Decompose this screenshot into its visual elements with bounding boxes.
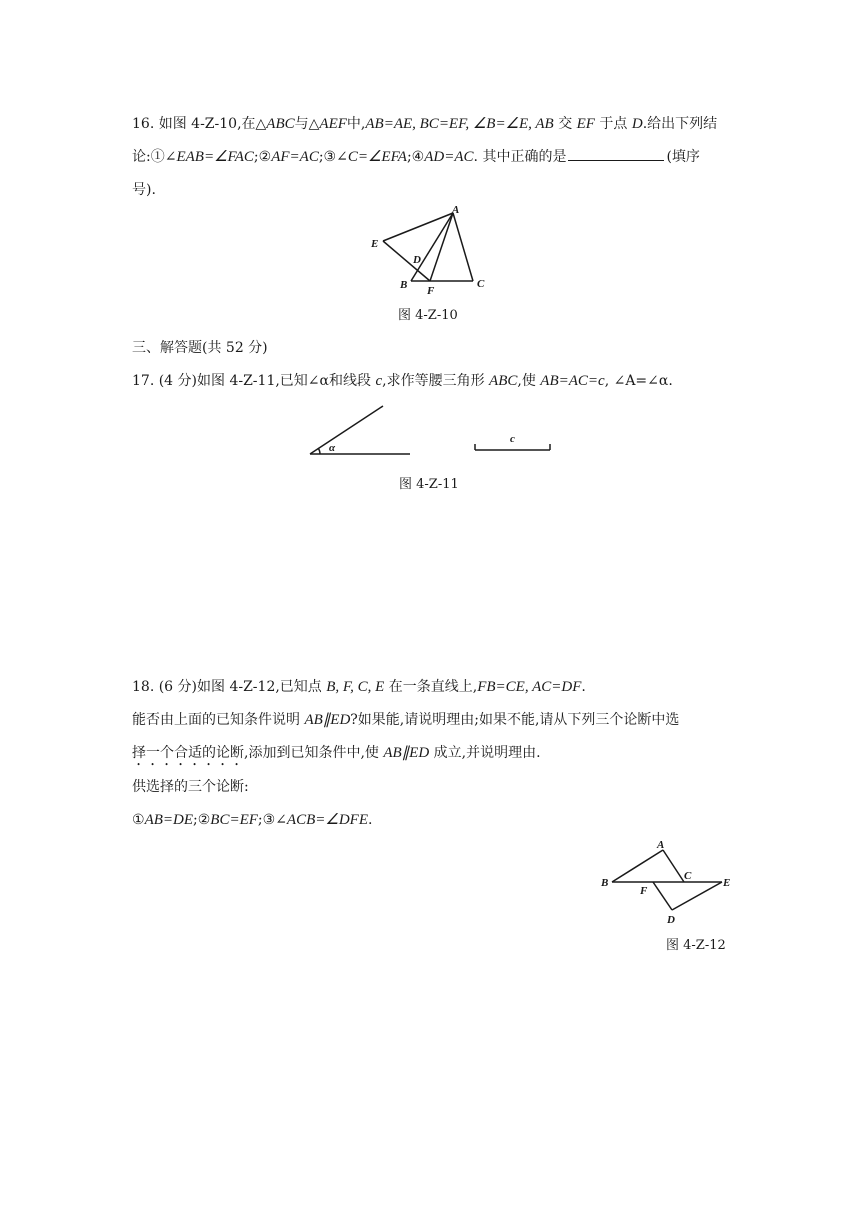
q16-text: 于点 <box>599 116 628 132</box>
q18-parallel: AB∥ED <box>383 745 430 761</box>
q18-text: 在一条直线上, <box>388 679 478 695</box>
q16-text: 论:①∠ <box>132 149 177 165</box>
fig12-label-b: B <box>601 877 609 889</box>
fig10-label-d: D <box>413 254 421 266</box>
q18-option-2: BC=EF <box>210 812 258 828</box>
fig12-label-c: C <box>684 870 692 882</box>
q16-text: ;② <box>253 149 272 165</box>
q18-conditions: FB=CE, AC=DF <box>477 679 582 695</box>
q17-text <box>132 370 673 390</box>
figure-4-z-11-caption: 图 4-Z-11 <box>399 477 459 492</box>
q17-text-part: ,使 <box>517 373 536 389</box>
q16-text: ;③∠ <box>318 149 348 165</box>
q16-line2 <box>132 146 700 166</box>
fig10-label-b: B <box>400 279 408 291</box>
q16-text: 16. 如图 4-Z-10,在△ <box>132 116 267 132</box>
q18-emphasized-text: 择一个合适的论断 <box>132 745 244 761</box>
q16-claim-2: AF=AC <box>271 149 319 165</box>
q16-text: 中, <box>346 116 366 132</box>
q16-triangle-abc: ABC <box>266 116 295 132</box>
q16-text: (填序 <box>666 149 700 165</box>
fig12-label-e: E <box>723 877 731 889</box>
fig11-segment-c: c <box>510 433 515 445</box>
q16-text: 与△ <box>294 116 320 132</box>
q18-line2 <box>132 709 679 729</box>
fig10-label-f: F <box>427 285 435 295</box>
q16-line3: 号). <box>132 182 156 198</box>
section-heading: 三、解答题(共 52 分) <box>132 340 268 356</box>
fig12-label-d: D <box>667 914 675 926</box>
q16-point-d: D <box>631 116 643 132</box>
figure-4-z-12-caption: 图 4-Z-12 <box>666 938 726 953</box>
q18-options <box>132 810 372 829</box>
figure-4-z-11 <box>305 400 555 460</box>
q16-segment-ef: EF <box>576 116 595 132</box>
q18-option-1: AB=DE <box>144 812 194 828</box>
q16-triangle-aef: AEF <box>319 116 347 132</box>
q16-conditions: AB=AE, BC=EF, ∠B=∠E, AB <box>365 116 554 132</box>
q16-claim-3: C=∠EFA <box>347 149 407 165</box>
q16-text: . 其中正确的是 <box>473 149 567 165</box>
q18-parallel: AB∥ED <box>304 712 351 728</box>
q16-text: .给出下列结 <box>642 116 718 132</box>
q18-text: ;② <box>193 812 211 828</box>
q17-text-part: ,求作等腰三角形 <box>382 373 485 389</box>
q18-line4: 供选择的三个论断: <box>132 779 249 795</box>
figure-4-z-10 <box>366 203 496 295</box>
q17-condition: AB=AC=c <box>540 373 605 389</box>
q18-text: 18. (6 分)如图 4-Z-12,已知点 <box>132 679 322 695</box>
q18-text: ?如果能,请说明理由;如果不能,请从下列三个论断中选 <box>350 712 680 728</box>
q17-triangle-abc: ABC <box>489 373 518 389</box>
fig12-label-f: F <box>640 885 648 897</box>
q17-text-part: , ∠A=∠α. <box>604 373 673 389</box>
figure-4-z-12 <box>598 834 738 926</box>
q18-text: ,添加到已知条件中,使 <box>244 745 379 761</box>
fig11-angle-alpha: α <box>329 442 336 454</box>
q17-text-part: 17. (4 分)如图 4-Z-11,已知∠α和线段 <box>132 373 371 389</box>
q18-line1 <box>132 676 586 696</box>
q18-text: ;③∠ <box>257 812 287 828</box>
figure-4-z-10-caption: 图 4-Z-10 <box>398 308 458 323</box>
q18-line3 <box>132 742 541 769</box>
q18-option-3: ACB=∠DFE <box>286 812 368 828</box>
answer-blank[interactable] <box>568 148 664 161</box>
q16-text: 交 <box>558 116 573 132</box>
q18-text: . <box>581 679 586 695</box>
q16-claim-4: AD=AC <box>424 149 474 165</box>
q18-text: ① <box>132 812 145 828</box>
q18-points: B, F, C, E <box>326 679 385 695</box>
q16-line1 <box>132 113 717 133</box>
q18-text: 成立,并说明理由. <box>433 745 541 761</box>
fig10-label-a: A <box>452 204 460 216</box>
fig12-label-a: A <box>657 839 665 851</box>
q17-segment-c: c <box>375 373 383 389</box>
fig10-label-c: C <box>477 278 485 290</box>
q16-claim-1: EAB=∠FAC <box>176 149 254 165</box>
q16-text: ;④ <box>406 149 425 165</box>
fig10-label-e: E <box>371 238 379 250</box>
q18-text: 能否由上面的已知条件说明 <box>132 712 300 728</box>
q18-text: . <box>367 812 373 828</box>
